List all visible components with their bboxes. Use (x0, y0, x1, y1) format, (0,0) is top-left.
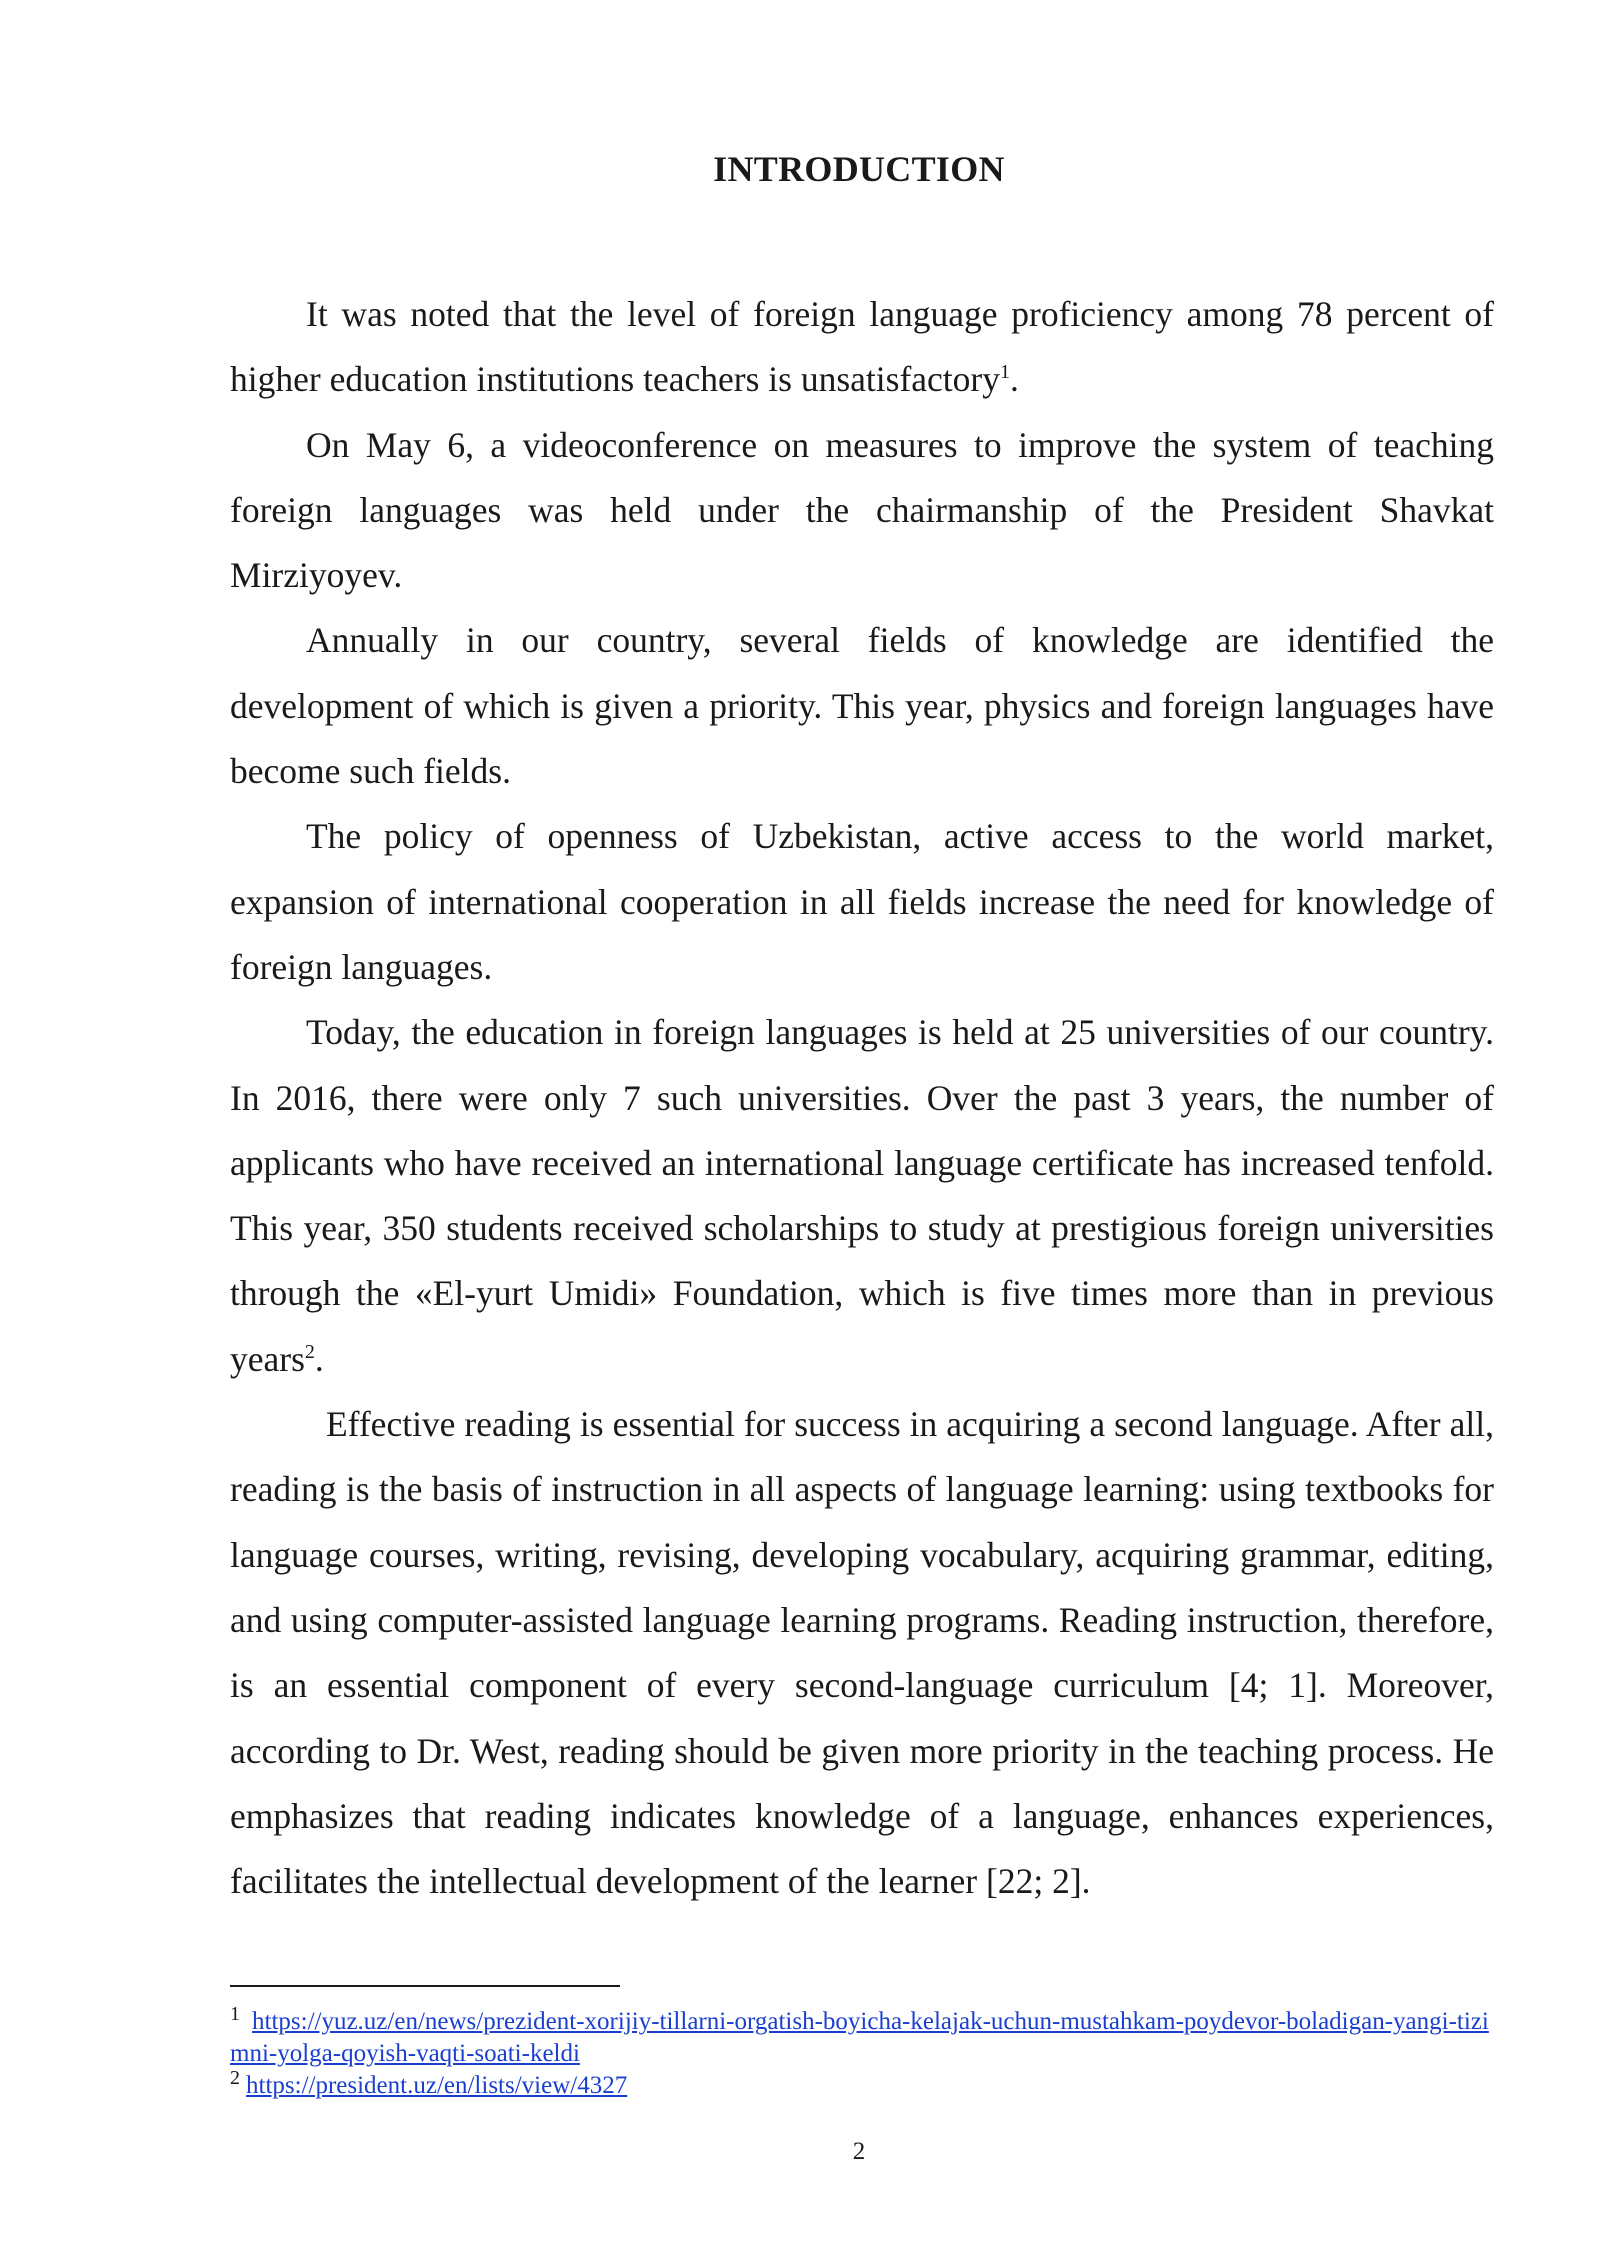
page-title: INTRODUCTION (713, 149, 1005, 189)
paragraph-5-end: . (314, 1338, 324, 1379)
footnote-1 (230, 2002, 1494, 2070)
paragraph-2: On May 6, a videoconference on measures to improve the system of teaching foreign languages was held under the chairmanship of the President Shavkat Mirziyoyev. (230, 424, 1494, 596)
footnote-ref-1[interactable]: 1 (999, 361, 1010, 384)
footnote-separator (230, 1985, 620, 1987)
footnote-link[interactable]: https://yuz.uz/en/news/prezident-xorijiy-tillarni-orgatish-boyicha-kelajak-uchun-mustahkam-poydevor-boladigan-yangi-tizimni-yolga-qoyish-vaqti-soati-keldi (230, 2008, 1489, 2067)
footnote-link[interactable]: https://president.uz/en/lists/view/4327 (246, 2072, 628, 2099)
paragraph-3: Annually in our country, several fields of knowledge are identified the development of which is given a priority. This year, physics and foreign languages have become such fields. (230, 620, 1494, 792)
paragraph-1 (230, 282, 1494, 413)
paragraph-5-text: Today, the education in foreign languages is held at 25 universities of our country. In 2016, there were only 7 such universities. Over the past 3 years, the number of applicants who have received an international language certificate has increased tenfold. This year, 350 students received scholarships to study at prestigious foreign universities through the «El-yurt Umidi» Foundation, which is five times more than in previous years (230, 1012, 1494, 1379)
paragraph-1-text: It was noted that the level of foreign language proficiency among 78 percent of higher education institutions teachers is unsatisfactory (230, 294, 1494, 400)
footnote-number: 1 (230, 2002, 240, 2025)
footnote-2 (230, 2066, 1494, 2102)
page-number: 2 (852, 2138, 866, 2165)
body-text (230, 282, 1494, 1914)
paragraph-6: Effective reading is essential for success in acquiring a second language. After all, reading is the basis of instruction in all aspects of language learning: using textbooks for language courses, writing, revising, developing vocabulary, acquiring grammar, editing, and using computer-assisted language learning programs. Reading instruction, therefore, is an essential component of every second-language curriculum [4; 1]. Moreover, according to Dr. West, reading should be given more priority in the teaching process. He emphasizes that reading indicates knowledge of a language, enhances experiences, facilitates the intellectual development of the learner [22; 2]. (230, 1404, 1494, 1902)
paragraph-1-end: . (1009, 359, 1019, 400)
paragraph-4: The policy of openness of Uzbekistan, active access to the world market, expansion of international cooperation in all fields increase the need for knowledge of foreign languages. (230, 816, 1494, 987)
paragraph-5 (230, 1000, 1494, 1392)
footnote-ref-2[interactable]: 2 (304, 1340, 315, 1363)
footnote-number: 2 (230, 2066, 240, 2089)
footnotes (230, 2002, 1494, 2102)
